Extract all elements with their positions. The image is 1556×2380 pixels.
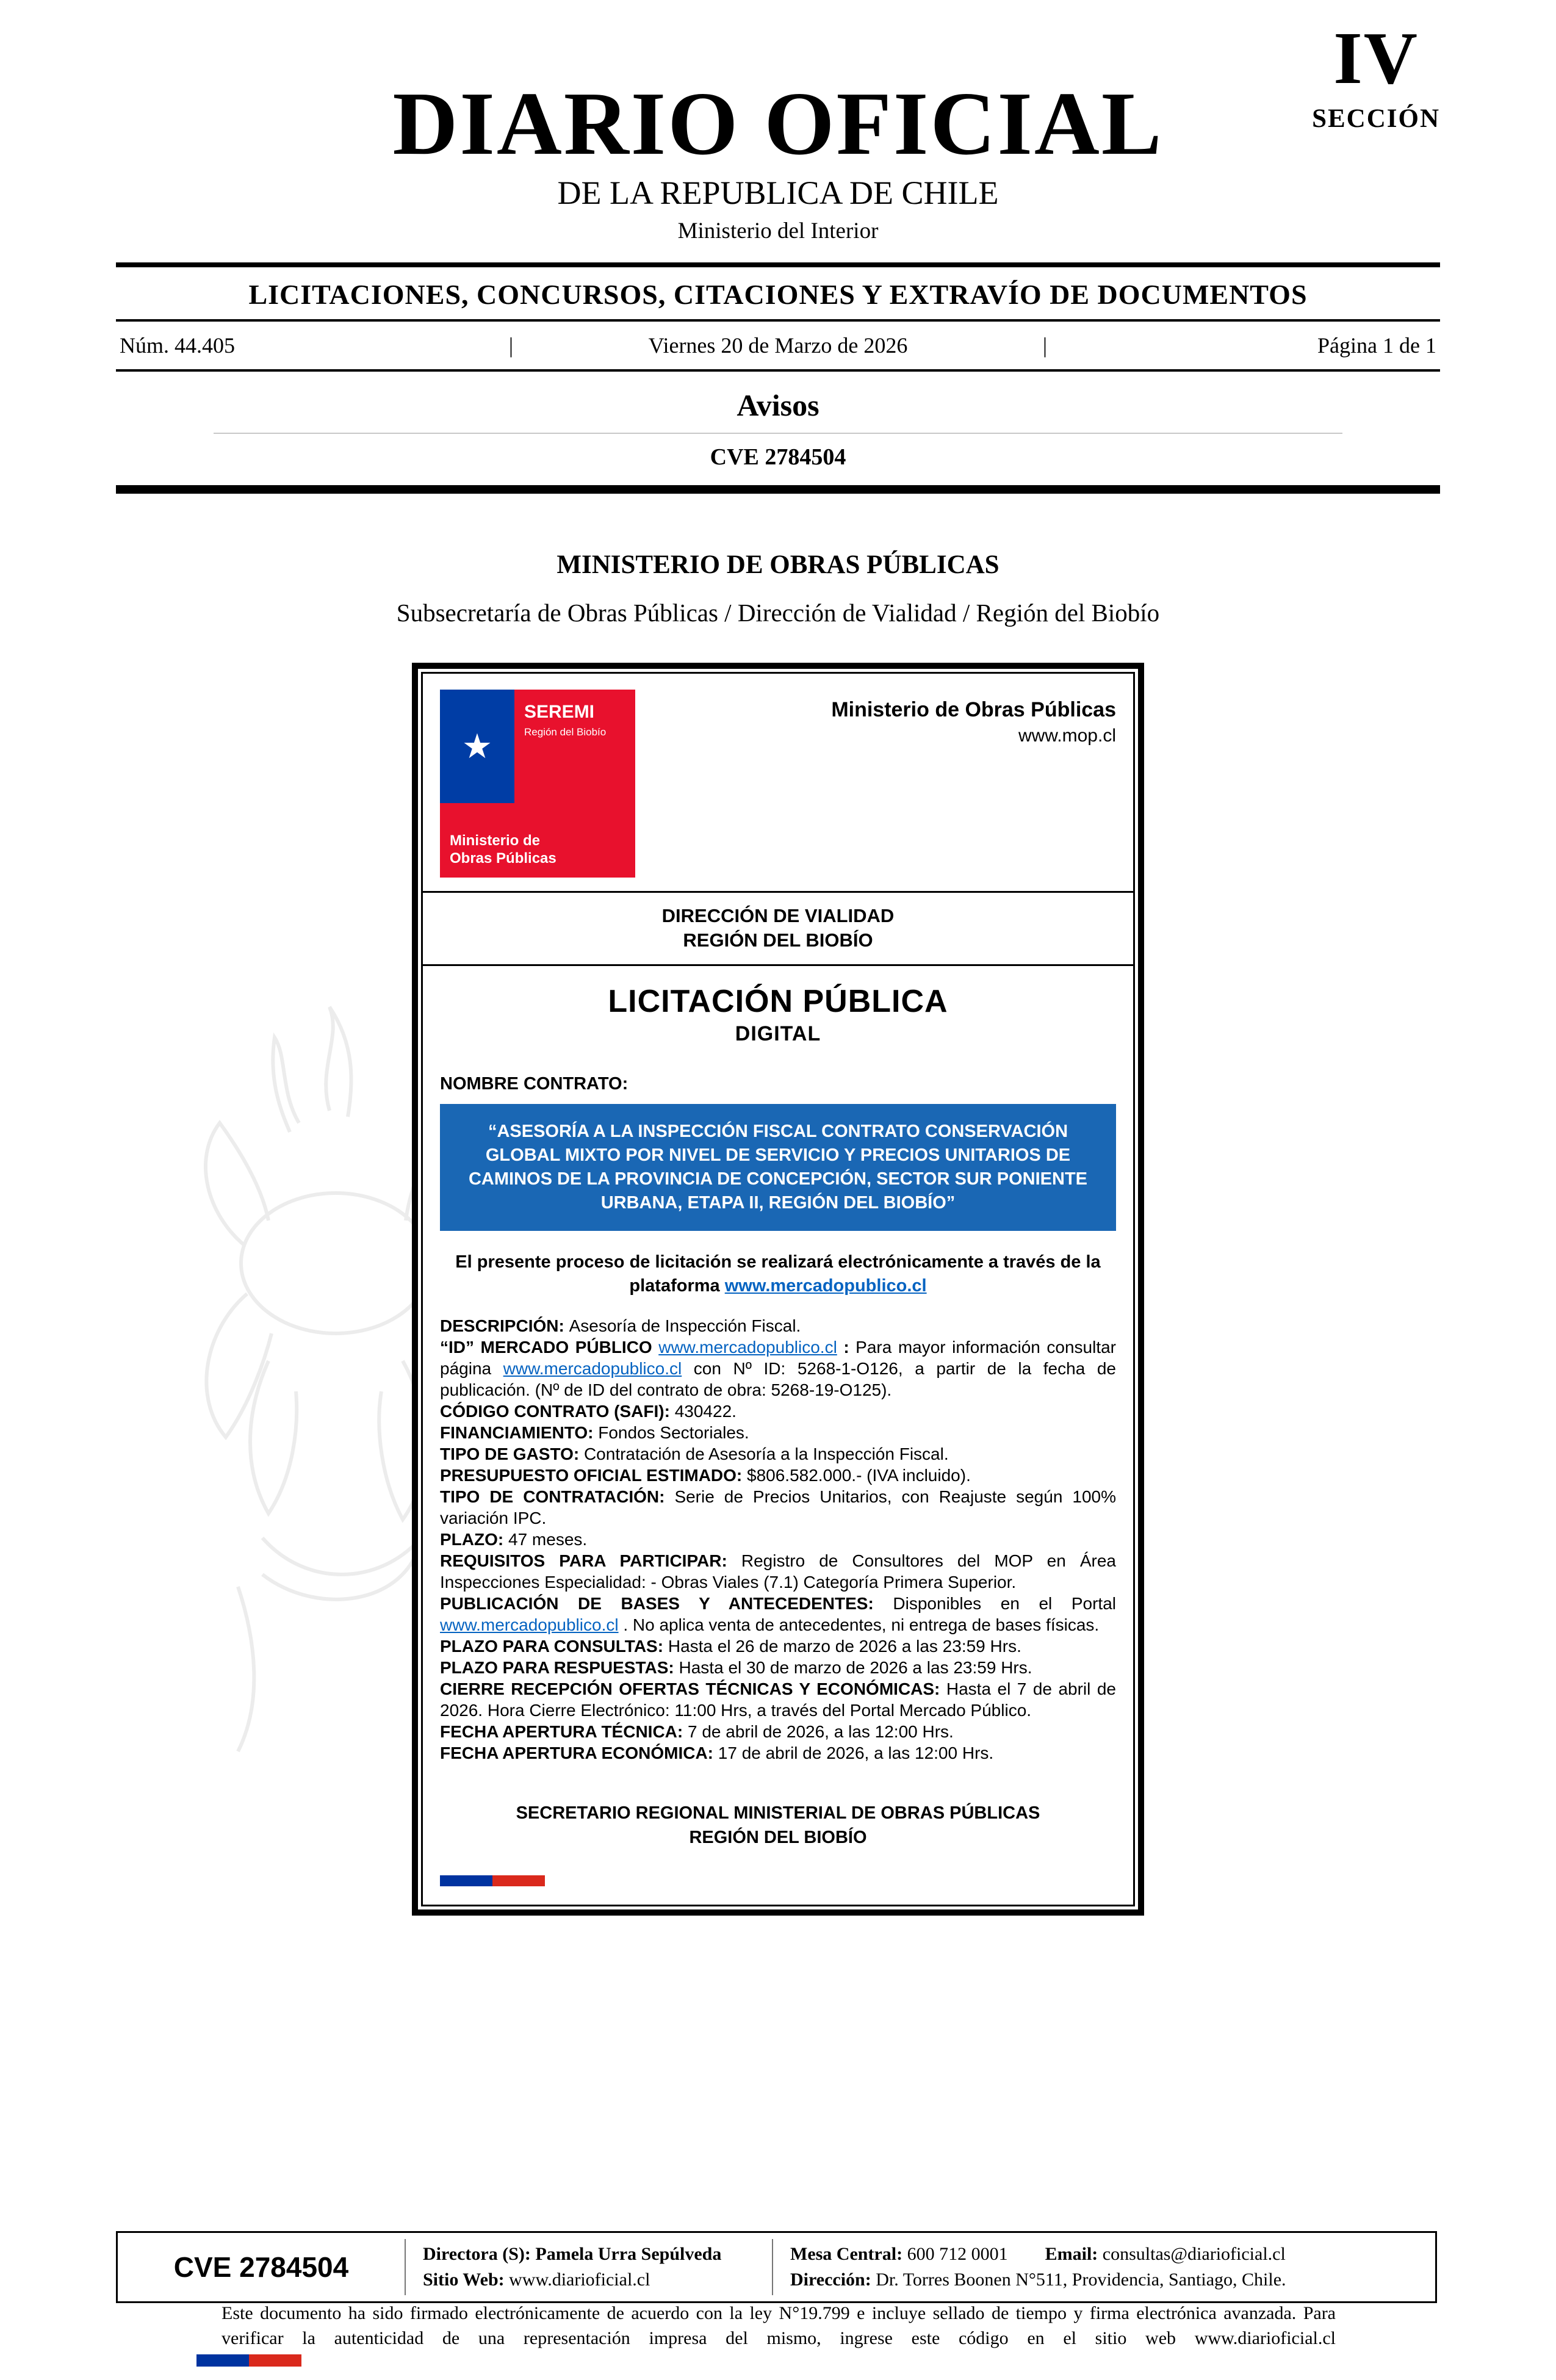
text-segment: Serie de Precios Unitarios, con Reajuste según 100% variación IPC. <box>440 1487 1116 1528</box>
text-segment: TIPO DE GASTO: <box>440 1444 584 1464</box>
text-segment: 17 de abril de 2026, a las 12:00 Hrs. <box>718 1744 994 1763</box>
ad-body-paragraph <box>440 1657 1116 1678</box>
direction-line2: REGIÓN DEL BIOBÍO <box>683 929 873 951</box>
text-segment: Hasta el 30 de marzo de 2026 a las 23:59 Hrs. <box>679 1658 1032 1678</box>
direction-line1: DIRECCIÓN DE VIALIDAD <box>661 904 895 926</box>
text-segment: FECHA APERTURA ECONÓMICA: <box>440 1744 718 1763</box>
coat-of-arms-icon: ★ <box>461 726 493 765</box>
ad-body-paragraph <box>440 1422 1116 1443</box>
ministry-heading: MINISTERIO DE OBRAS PÚBLICAS <box>556 550 1000 579</box>
licitacion-notice-box <box>412 663 1144 1916</box>
flag-blue-segment <box>440 1875 492 1886</box>
inline-link[interactable]: www.mercadopublico.cl <box>658 1338 837 1357</box>
logo-blue-square <box>440 690 514 803</box>
logo-ministry-text <box>450 832 556 868</box>
contract-name-box: “ASESORÍA A LA INSPECCIÓN FISCAL CONTRATO CONSERVACIÓN GLOBAL MIXTO POR NIVEL DE SERVICIO Y PRECIOS UNITARIOS DE CAMINOS DE LA PROVINCIA DE CONCEPCIÓN, SECTOR SUR PONIENTE URBANA, ETAPA II, REGIÓN DEL BIOBÍO” <box>440 1104 1116 1231</box>
text-segment: Hasta el 7 de abril de 2026. Hora Cierre Electrónico: 11:00 Hrs, a través del Portal Mercado Público. <box>440 1679 1117 1720</box>
address-label: Dirección: <box>790 2270 871 2290</box>
text-segment: PUBLICACIÓN DE BASES Y ANTECEDENTES: <box>440 1594 893 1614</box>
logo-ministry-line2: Obras Públicas <box>450 850 556 867</box>
ad-body-paragraph <box>440 1529 1116 1550</box>
newspaper-subtitle: DE LA REPUBLICA DE CHILE <box>557 174 999 211</box>
ad-body-paragraph <box>440 1336 1116 1401</box>
ad-intro-paragraph <box>440 1250 1116 1298</box>
licitacion-subtitle: DIGITAL <box>735 1022 821 1045</box>
mop-ministry-name: Ministerio de Obras Públicas <box>831 698 1116 721</box>
text-segment: 47 meses. <box>508 1530 588 1549</box>
footer-director-row <box>423 2241 772 2267</box>
text-segment: FECHA APERTURA TÉCNICA: <box>440 1722 688 1742</box>
ad-body-paragraph <box>440 1465 1116 1486</box>
chile-flag-bar-bottom <box>196 2354 308 2367</box>
phone-value: 600 712 0001 <box>907 2244 1008 2264</box>
text-segment: FINANCIAMIENTO: <box>440 1423 599 1443</box>
inline-link[interactable]: www.mercadopublico.cl <box>440 1615 619 1635</box>
text-segment: Contratación de Asesoría a la Inspección Fiscal. <box>583 1444 949 1464</box>
text-segment: REQUISITOS PARA PARTICIPAR: <box>440 1551 741 1571</box>
ad-divider <box>423 964 1133 966</box>
text-segment: Para mayor información consultar página <box>440 1338 1116 1379</box>
footer-site-row <box>423 2267 772 2293</box>
logo-ministry-line1: Ministerio de <box>450 832 541 849</box>
licitacion-title: LICITACIÓN PÚBLICA <box>608 983 948 1019</box>
chile-flag-bar <box>440 1875 545 1886</box>
text-segment: : <box>837 1338 856 1357</box>
text-segment: Hasta el 26 de marzo de 2026 a las 23:59 Hrs. <box>668 1637 1021 1656</box>
text-segment: PRESUPUESTO OFICIAL ESTIMADO: <box>440 1466 747 1485</box>
legal-notice: Este documento ha sido firmado electrónicamente de acuerdo con la ley N°19.799 e incluye sellado de tiempo y firma electrónica avanzada. Para verificar la autenticidad de una representación impresa del mismo, ingrese este código en el sitio web www.diarioficial.cl <box>222 2303 1336 2348</box>
issue-separator: | <box>1042 333 1048 358</box>
cve-heading: CVE 2784504 <box>710 444 846 470</box>
inline-link[interactable]: www.mercadopublico.cl <box>503 1359 682 1379</box>
section-badge <box>1312 16 1440 134</box>
ad-body-paragraph <box>440 1443 1116 1465</box>
footer-contact-row <box>790 2241 1435 2267</box>
ad-body-paragraph <box>440 1678 1116 1721</box>
issue-page: Página 1 de 1 <box>1317 333 1436 358</box>
masthead-divider <box>116 262 1440 267</box>
ad-body-paragraph <box>440 1315 1116 1336</box>
text-segment: DESCRIPCIÓN: <box>440 1316 569 1336</box>
ad-body-paragraph <box>440 1486 1116 1529</box>
secretary-line1: SECRETARIO REGIONAL MINISTERIAL DE OBRAS PÚBLICAS <box>516 1803 1040 1823</box>
site-link: www.diarioficial.cl <box>509 2270 650 2290</box>
section-roman-numeral: IV <box>1333 17 1419 99</box>
ad-body-paragraph <box>440 1401 1116 1422</box>
issue-separator: | <box>508 333 514 358</box>
masthead <box>116 0 1440 262</box>
logo-seremi-text: SEREMI <box>524 701 595 722</box>
newspaper-title: DIARIO OFICIAL <box>392 74 1164 174</box>
contract-name-label: NOMBRE CONTRATO: <box>440 1073 629 1094</box>
ministry-subheading: Subsecretaría de Obras Públicas / Dirección de Vialidad / Región del Biobío <box>396 598 1160 627</box>
text-segment: CÓDIGO CONTRATO (SAFI): <box>440 1402 675 1421</box>
ad-header-right <box>831 690 1116 746</box>
address-value: Dr. Torres Boonen N°511, Providencia, Santiago, Chile. <box>876 2270 1286 2290</box>
site-label: Sitio Web: <box>423 2270 505 2290</box>
text-segment: CIERRE RECEPCIÓN OFERTAS TÉCNICAS Y ECONÓMICAS: <box>440 1679 946 1699</box>
email-value: consultas@diarioficial.cl <box>1102 2244 1286 2264</box>
ad-body-paragraph <box>440 1635 1116 1657</box>
text-segment: PLAZO PARA CONSULTAS: <box>440 1637 668 1656</box>
text-segment: Registro de Consultores del MOP en Área Inspecciones Especialidad: - Obras Viales (7.1) Categoría Primera Superior. <box>440 1551 1117 1592</box>
text-segment: 430422. <box>674 1402 737 1421</box>
footer-cve: CVE 2784504 <box>173 2251 349 2283</box>
footer-address-row <box>790 2267 1435 2293</box>
flag-red-segment <box>492 1875 545 1886</box>
phone-label: Mesa Central: <box>790 2244 903 2264</box>
avisos-title: Avisos <box>737 388 819 422</box>
text-segment: Asesoría de Inspección Fiscal. <box>569 1316 801 1336</box>
secretary-line2: REGIÓN DEL BIOBÍO <box>689 1827 867 1847</box>
cve-divider <box>116 485 1440 494</box>
text-segment: Fondos Sectoriales. <box>598 1423 749 1443</box>
seremi-mop-logo <box>440 690 635 878</box>
direction-heading <box>440 893 1116 964</box>
ad-header-row <box>440 690 1116 878</box>
ad-body <box>440 1315 1116 1764</box>
issue-number: Núm. 44.405 <box>120 333 235 358</box>
text-segment: El presente proceso de licitación se realizará electrónicamente a través de la plataforma <box>455 1252 1101 1296</box>
inline-link[interactable]: www.mercadopublico.cl <box>724 1276 927 1296</box>
document-footer <box>116 2231 1437 2303</box>
text-segment: PLAZO PARA RESPUESTAS: <box>440 1658 679 1678</box>
footer-contact-column <box>773 2233 1435 2301</box>
text-segment: . No aplica venta de antecedentes, ni entrega de bases físicas. <box>618 1615 1100 1635</box>
secretary-signature <box>440 1801 1116 1849</box>
licitacion-notice-inner <box>421 672 1135 1906</box>
logo-region-text: Región del Biobío <box>524 726 607 738</box>
ad-body-paragraph <box>440 1593 1116 1635</box>
text-segment: con Nº ID: 5268-1-O126, a partir de la fecha de publicación. (Nº de ID del contrato de obra: 5268-19-O125). <box>440 1359 1116 1400</box>
text-segment: 7 de abril de 2026, a las 12:00 Hrs. <box>688 1722 954 1742</box>
director-name: Pamela Urra Sepúlveda <box>535 2244 722 2264</box>
ad-body-paragraph <box>440 1550 1116 1593</box>
flag-red-segment <box>249 2354 301 2367</box>
text-segment: “ID” MERCADO PÚBLICO <box>440 1338 659 1357</box>
flag-blue-segment <box>196 2354 249 2367</box>
page <box>116 0 1440 1916</box>
text-segment: $806.582.000.- (IVA incluido). <box>747 1466 971 1485</box>
newspaper-ministry: Ministerio del Interior <box>677 218 879 243</box>
issue-date: Viernes 20 de Marzo de 2026 <box>648 333 908 358</box>
issue-info-row <box>116 322 1440 369</box>
director-label: Directora (S): <box>423 2244 531 2264</box>
email-label: Email: <box>1045 2244 1098 2264</box>
ad-body-paragraph <box>440 1721 1116 1742</box>
text-segment: PLAZO: <box>440 1530 508 1549</box>
ad-body-paragraph <box>440 1742 1116 1764</box>
footer-director-column <box>406 2233 772 2301</box>
text-segment: Disponibles en el Portal <box>893 1594 1117 1614</box>
section-label: SECCIÓN <box>1312 104 1440 133</box>
text-segment: TIPO DE CONTRATACIÓN: <box>440 1487 675 1507</box>
section-banner: LICITACIONES, CONCURSOS, CITACIONES Y EXTRAVÍO DE DOCUMENTOS <box>248 278 1308 310</box>
mop-website: www.mop.cl <box>1018 725 1116 746</box>
